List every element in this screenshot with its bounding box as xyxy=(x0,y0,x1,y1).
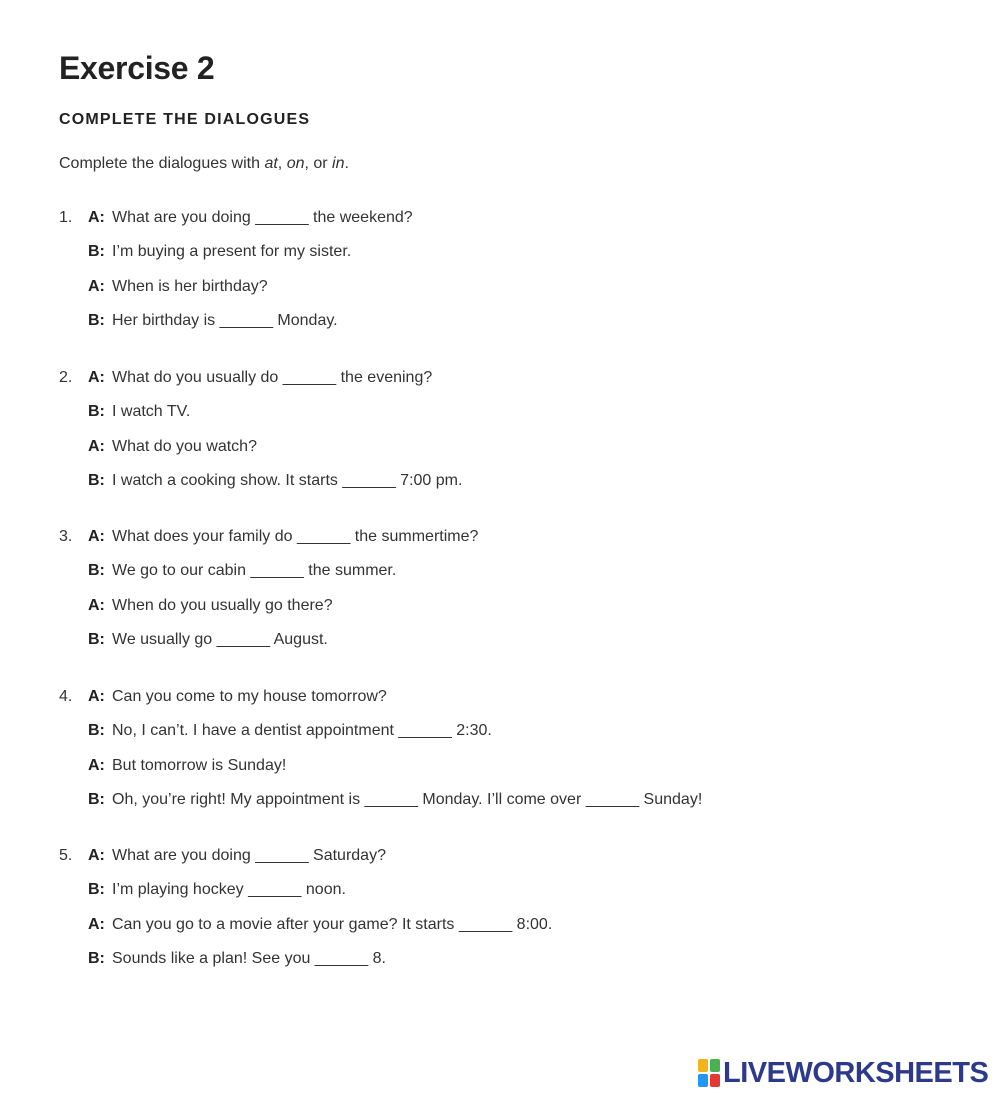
dialogue-text: I watch a cooking show. It starts ______ 7:00 pm. xyxy=(112,471,463,489)
speaker-label: B: xyxy=(88,881,105,899)
speaker-label: A: xyxy=(88,277,105,295)
dialogue-line xyxy=(59,915,959,949)
dialogue-text: No, I can’t. I have a dentist appointment ______ 2:30. xyxy=(112,722,492,740)
dialogue-line xyxy=(59,277,959,311)
dialogue-text: What are you doing ______ Saturday? xyxy=(112,847,386,864)
speaker-label: A: xyxy=(88,847,105,864)
speaker-label: A: xyxy=(88,528,105,545)
dialogue-1 xyxy=(59,208,959,345)
option-in: in xyxy=(332,155,345,172)
dialogue-4 xyxy=(59,687,959,824)
dialogue-line xyxy=(59,208,959,242)
dialogue-line xyxy=(59,368,959,402)
dialogue-text: What do you usually do ______ the evening? xyxy=(112,369,433,386)
dialogue-text: When do you usually go there? xyxy=(112,596,333,614)
dialogue-line xyxy=(59,311,959,345)
dialogue-line xyxy=(59,756,959,790)
section-subtitle: COMPLETE THE DIALOGUES xyxy=(59,111,311,128)
logo-icon-block xyxy=(710,1059,720,1072)
dialogue-text: When is her birthday? xyxy=(112,277,268,295)
speaker-label: A: xyxy=(88,437,105,455)
dialogue-text: What are you doing ______ the weekend? xyxy=(112,209,413,226)
dialogue-5 xyxy=(59,846,959,983)
dialogue-3 xyxy=(59,527,959,664)
speaker-label: A: xyxy=(88,688,105,705)
dialogue-line xyxy=(59,790,959,824)
dialogue-line xyxy=(59,949,959,983)
dialogue-line xyxy=(59,402,959,436)
option-at: at xyxy=(264,155,278,172)
dialogue-text: What do you watch? xyxy=(112,437,257,455)
speaker-label: B: xyxy=(88,471,105,489)
dialogue-number: 2. xyxy=(59,369,73,386)
dialogue-text: Sounds like a plan! See you ______ 8. xyxy=(112,949,386,967)
dialogue-text: I watch TV. xyxy=(112,403,191,421)
dialogue-line xyxy=(59,596,959,630)
dialogue-number: 5. xyxy=(59,847,73,864)
speaker-label: B: xyxy=(88,790,105,808)
dialogue-text: Oh, you’re right! My appointment is ______ Monday. I’ll come over ______ Sunday! xyxy=(112,790,703,808)
speaker-label: B: xyxy=(88,562,105,580)
logo-icon-block xyxy=(698,1059,708,1072)
dialogue-text: Can you go to a movie after your game? It starts ______ 8:00. xyxy=(112,915,553,933)
dialogue-text: But tomorrow is Sunday! xyxy=(112,756,287,774)
dialogue-text: Her birthday is ______ Monday. xyxy=(112,311,338,329)
speaker-label: B: xyxy=(88,630,105,648)
dialogue-number: 1. xyxy=(59,209,73,226)
dialogue-line xyxy=(59,437,959,471)
dialogue-text: We usually go ______ August. xyxy=(112,630,328,648)
instructions-suffix: . xyxy=(344,155,349,172)
instructions-sep-1: , xyxy=(277,155,287,172)
dialogue-line xyxy=(59,721,959,755)
speaker-label: A: xyxy=(88,209,105,226)
speaker-label: A: xyxy=(88,596,105,614)
dialogue-line xyxy=(59,630,959,664)
dialogue-line xyxy=(59,471,959,505)
dialogue-line xyxy=(59,687,959,721)
dialogue-text: What does your family do ______ the summertime? xyxy=(112,528,479,545)
dialogue-number: 4. xyxy=(59,688,73,705)
speaker-label: B: xyxy=(88,722,105,740)
speaker-label: B: xyxy=(88,949,105,967)
dialogue-text: I’m buying a present for my sister. xyxy=(112,243,352,261)
liveworksheets-logo xyxy=(698,1058,988,1088)
speaker-label: B: xyxy=(88,243,105,261)
instructions-sep-2: , or xyxy=(304,155,333,172)
speaker-label: B: xyxy=(88,311,105,329)
exercise-title: Exercise 2 xyxy=(59,50,215,86)
instructions-prefix: Complete the dialogues with xyxy=(59,155,265,172)
liveworksheets-logo-text: LIVEWORKSHEETS xyxy=(723,1056,989,1089)
liveworksheets-logo-icon xyxy=(698,1059,720,1087)
logo-icon-block xyxy=(710,1074,720,1087)
dialogue-line xyxy=(59,242,959,276)
speaker-label: B: xyxy=(88,403,105,421)
dialogue-text: I’m playing hockey ______ noon. xyxy=(112,881,346,899)
dialogue-line xyxy=(59,527,959,561)
dialogue-line xyxy=(59,846,959,880)
instructions xyxy=(59,155,349,173)
dialogue-text: Can you come to my house tomorrow? xyxy=(112,688,387,705)
dialogue-line xyxy=(59,880,959,914)
option-on: on xyxy=(286,155,305,172)
dialogue-2 xyxy=(59,368,959,505)
dialogue-text: We go to our cabin ______ the summer. xyxy=(112,562,397,580)
speaker-label: A: xyxy=(88,756,105,774)
speaker-label: A: xyxy=(88,369,105,386)
logo-icon-block xyxy=(698,1074,708,1087)
dialogue-line xyxy=(59,561,959,595)
speaker-label: A: xyxy=(88,915,105,933)
dialogue-number: 3. xyxy=(59,528,73,545)
